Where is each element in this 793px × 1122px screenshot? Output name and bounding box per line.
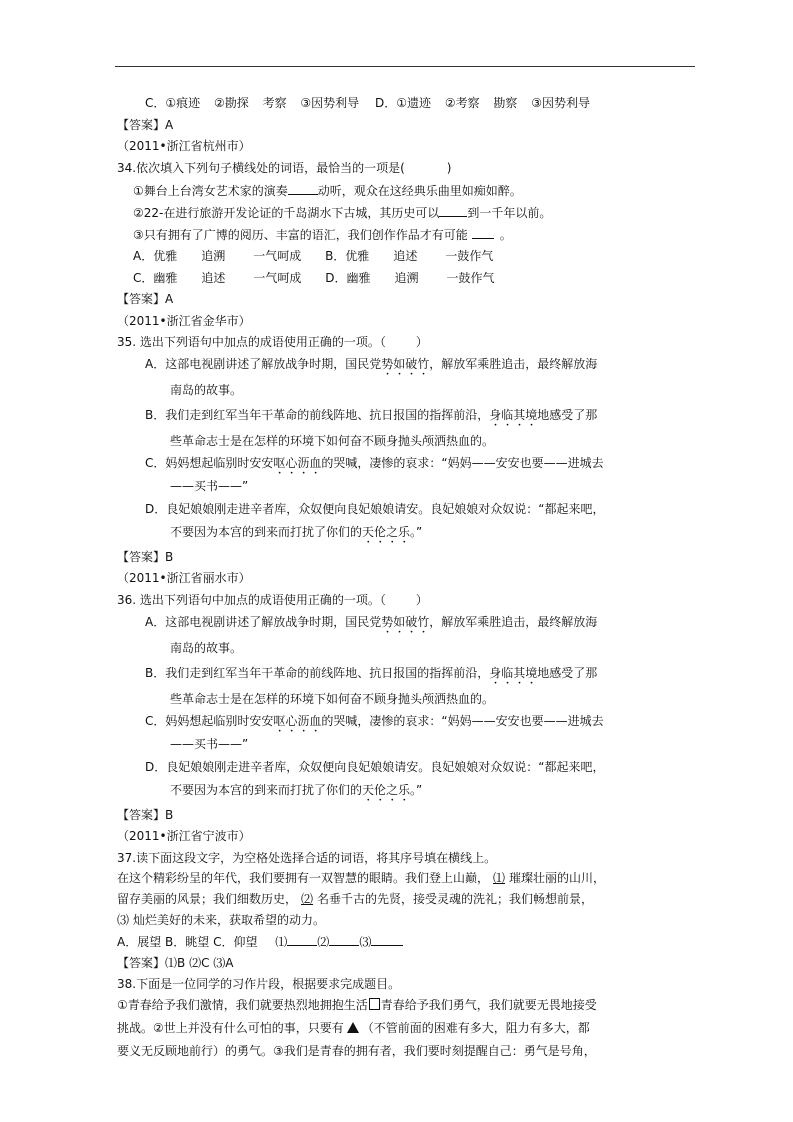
q37-passage-line3: ⑶ 灿烂美好的未来，获取希望的动力。: [117, 913, 326, 927]
q36-option-c-line2: ——买书——”: [170, 737, 249, 751]
q35-stem: 35. 选出下列语句中加点的成语使用正确的一项。（ ）: [117, 335, 428, 349]
q35-answer: 【答案】B: [117, 550, 174, 564]
q34-answer: 【答案】A: [117, 292, 174, 306]
blank-box-icon: [369, 998, 380, 1010]
q33-source: （2011•浙江省杭州市）: [117, 139, 251, 153]
q36-option-a-line2: 南岛的故事。: [170, 641, 243, 655]
q35-option-d-line2: 不要因为本宫的到来而打扰了你们的天伦之乐。”: [170, 525, 423, 539]
q36-source: （2011•浙江省宁波市）: [117, 829, 251, 843]
q35-source: （2011•浙江省丽水市）: [117, 571, 251, 585]
q35-option-c-line1: C．妈妈想起临别时安安呕心沥血的哭喊，凄惨的哀求：“妈妈——安安也要——进城去: [145, 456, 604, 470]
q36-option-b-line2: 些革命志士是在怎样的环境下如何奋不顾身抛头颅洒热血的。: [170, 692, 495, 706]
q34-options-cd: C．幽雅 追述 一气呵成 D．幽雅 追溯 一鼓作气: [133, 271, 495, 285]
triangle-marker-icon: [347, 1022, 359, 1033]
q35-option-a-line2: 南岛的故事。: [170, 383, 243, 397]
q38-line3: 要义无反顾地前行）的勇气。③我们是青春的拥有者，我们要时刻提醒自己：勇气是号角，: [117, 1044, 596, 1058]
q36-option-a-line1: A．这部电视剧讲述了解放战争时期，国民党势如破竹，解放军乘胜追击，最终解放海: [145, 615, 598, 629]
q34-sentence-1: ①舞台上台湾女艺术家的演奏 动听，观众在这经典乐曲里如痴如醉。: [133, 184, 522, 198]
header-rule: [115, 66, 695, 67]
q37-passage-line1: 在这个精彩纷呈的年代，我们要拥有一双智慧的眼睛。我们登上山巅， ⑴ 璀璨壮丽的山川，: [117, 871, 606, 885]
q38-line1: ①青春给予我们激情，我们就要热烈地拥抱生活 青春给予我们勇气，我们就要无畏地接受: [117, 998, 597, 1012]
q34-options-ab: A．优雅 追溯 一气呵成 B．优雅 追述 一鼓作气: [133, 249, 494, 263]
q33-options-cd: [145, 95, 590, 111]
q33-option-c-4: ③因势利导: [300, 96, 360, 110]
q33-option-c-3: 考察: [262, 96, 287, 110]
q36-option-b-line1: B．我们走到红军当年干革命的前线阵地、抗日报国的指挥前沿，身临其境地感受了那: [145, 666, 598, 680]
q37-passage-line2: 留存美丽的风景；我们细数历史， ⑵ 名垂千古的先贤，接受灵魂的洗礼；我们畅想前景，: [117, 892, 594, 906]
q36-answer: 【答案】B: [117, 808, 174, 822]
q35-option-c-line2: ——买书——”: [170, 479, 249, 493]
q37-stem: 37.读下面这段文字，为空格处选择合适的词语，将其序号填在横线上。: [117, 851, 497, 865]
q35-option-b-line2: 些革命志士是在怎样的环境下如何奋不顾身抛头颅洒热血的。: [170, 434, 495, 448]
q34-sentence-2: ②22-在进行旅游开发论证的千岛湖水下古城，其历史可以 到一千年以前。: [133, 206, 552, 220]
q33-option-c-1: C．①痕迹: [145, 96, 201, 110]
q36-stem: 36. 选出下列语句中加点的成语使用正确的一项。（ ）: [117, 593, 428, 607]
q33-option-d-1: D．①遗迹: [375, 96, 431, 110]
q35-option-d-line1: D．良妃娘娘刚走进辛者库，众奴便向良妃娘娘请安。良妃娘娘对众奴说：“都起来吧，: [145, 502, 605, 516]
q35-option-a-line1: A．这部电视剧讲述了解放战争时期，国民党势如破竹，解放军乘胜追击，最终解放海: [145, 357, 598, 371]
q37-options: A．展望 B．眺望 C．仰望 ⑴ ⑵ ⑶: [117, 933, 403, 950]
q34-stem: 34.依次填入下列句子横线处的词语，最恰当的一项是( ): [117, 161, 452, 175]
q33-option-d-3: 勘察: [493, 96, 518, 110]
q34-sentence-3: ③只有拥有了广博的阅历、丰富的语汇，我们创作作品才有可能 。: [133, 228, 512, 242]
q35-option-b-line1: B．我们走到红军当年干革命的前线阵地、抗日报国的指挥前沿，身临其境地感受了那: [145, 408, 598, 422]
q33-answer: 【答案】A: [117, 118, 174, 132]
q33-option-d-4: ③因势利导: [531, 96, 591, 110]
q33-option-d-2: ②考察: [444, 96, 480, 110]
q33-option-c-2: ②勘探: [213, 96, 249, 110]
q38-stem: 38.下面是一位同学的习作片段，根据要求完成题目。: [117, 977, 401, 991]
q36-option-d-line2: 不要因为本宫的到来而打扰了你们的天伦之乐。”: [170, 783, 423, 797]
q34-source: （2011•浙江省金华市）: [117, 314, 251, 328]
q37-answer: 【答案】⑴B ⑵C ⑶A: [117, 956, 234, 970]
q38-line2: 挑战。②世上并没有什么可怕的事，只要有 （不管前面的困难有多大，阻力有多大，都: [117, 1021, 590, 1035]
q36-option-c-line1: C．妈妈想起临别时安安呕心沥血的哭喊，凄惨的哀求：“妈妈——安安也要——进城去: [145, 714, 604, 728]
q36-option-d-line1: D．良妃娘娘刚走进辛者库，众奴便向良妃娘娘请安。良妃娘娘对众奴说：“都起来吧，: [145, 760, 605, 774]
